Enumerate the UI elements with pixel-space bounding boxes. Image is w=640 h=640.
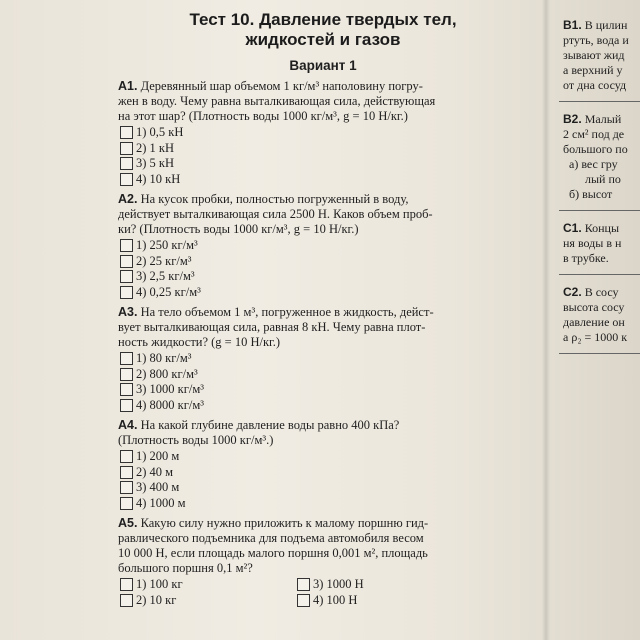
option-label: 1) 200 м [136,449,180,463]
checkbox[interactable] [120,286,133,299]
divider [559,101,640,102]
checkbox[interactable] [120,368,133,381]
options-row [118,577,528,593]
question-b1 [563,18,640,93]
answer-option[interactable] [297,577,472,593]
answer-option[interactable] [120,465,528,481]
question-text: ртуть, вода и [563,33,629,47]
question-text: (Плотность воды 1000 кг/м³.) [118,433,274,447]
divider [559,274,640,275]
question-text: а верхний у [563,63,623,77]
option-label: 1) 80 кг/м³ [136,351,192,365]
checkbox[interactable] [120,270,133,283]
checkbox[interactable] [120,173,133,186]
checkbox[interactable] [297,578,310,591]
answer-option[interactable] [120,156,528,172]
question-text: Какую силу нужно приложить к малому поршню гид- [140,516,429,530]
answer-option[interactable] [120,125,528,141]
checkbox[interactable] [120,578,133,591]
answer-option[interactable] [120,496,528,512]
question-a3 [118,305,528,350]
question-text: 10 000 Н, если площадь малого поршня 0,001 м², площадь [118,546,428,560]
question-text: в трубке. [563,251,609,265]
checkbox[interactable] [120,352,133,365]
question-number: В1. [563,18,582,32]
right-column [563,18,640,364]
checkbox[interactable] [120,466,133,479]
checkbox[interactable] [120,126,133,139]
question-text: зывают жид [563,48,625,62]
answer-option[interactable] [120,238,528,254]
question-text: ки? (Плотность воды 1000 кг/м³, g = 10 Н/кг.) [118,222,359,236]
checkbox[interactable] [120,157,133,170]
option-label: 3) 1000 кг/м³ [136,382,204,396]
question-text: на этот шар? (Плотность воды 1000 кг/м³, g = 10 Н/кг.) [118,109,408,123]
question-number: A4. [118,418,138,432]
answer-option[interactable] [120,398,528,414]
question-number: A2. [118,192,138,206]
checkbox[interactable] [120,399,133,412]
option-label: 2) 40 м [136,464,174,479]
question-a1 [118,79,528,124]
checkbox[interactable] [120,383,133,396]
question-c2 [563,285,640,345]
answer-option[interactable] [120,269,528,285]
checkbox[interactable] [120,450,133,463]
question-a4 [118,418,528,448]
question-number: A5. [118,516,138,530]
option-label: 2) 25 кг/м³ [136,253,192,268]
answer-option[interactable] [120,593,295,609]
question-text: 2 см² под де [563,127,625,141]
option-label: 2) 800 кг/м³ [136,366,198,381]
checkbox[interactable] [120,142,133,155]
option-label: 4) 8000 кг/м³ [136,397,204,412]
question-text: Концы [584,221,619,235]
question-number: В2. [563,112,582,126]
question-text: лый по [585,172,621,186]
divider [559,353,640,354]
answer-option[interactable] [120,382,528,398]
question-a5 [118,516,528,576]
answer-option[interactable] [120,367,528,383]
question-number: A3. [118,305,138,319]
answer-option[interactable] [120,480,528,496]
checkbox[interactable] [297,594,310,607]
answer-option[interactable] [120,172,528,188]
question-c1 [563,221,640,266]
option-label: 1) 100 кг [136,577,183,591]
option-label: 3) 2,5 кг/м³ [136,269,195,283]
answer-option[interactable] [120,577,295,593]
question-text: большого по [563,142,628,156]
question-text: давление он [563,315,625,329]
checkbox[interactable] [120,255,133,268]
checkbox[interactable] [120,239,133,252]
question-b2 [563,112,640,202]
option-label: 1) 0,5 кН [136,125,184,139]
question-number: A1. [118,79,138,93]
title-line-2: жидкостей и газов [245,30,401,49]
answer-option[interactable] [120,285,528,301]
option-label: 2) 1 кН [136,140,175,155]
question-text: Малый [584,112,622,126]
checkbox[interactable] [120,481,133,494]
answer-option[interactable] [120,351,528,367]
option-label: 4) 100 Н [313,592,358,607]
option-label: 4) 1000 м [136,495,186,510]
option-label: 3) 1000 Н [313,577,364,591]
variant-label: Вариант 1 [289,58,357,73]
option-label: 2) 10 кг [136,592,177,607]
test-title [118,10,528,50]
question-a2 [118,192,528,237]
question-text: На какой глубине давление воды равно 400 кПа? [140,418,400,432]
answer-option[interactable] [120,449,528,465]
answer-option[interactable] [120,254,528,270]
question-text: вует выталкивающая сила, равная 8 кН. Чему равна плот- [118,320,426,334]
question-text: В цилин [584,18,628,32]
answer-option[interactable] [297,593,472,609]
question-text: Деревянный шар объемом 1 кг/м³ наполовину погру- [140,79,423,93]
main-column [118,10,528,608]
options-row [118,593,528,609]
option-label: 4) 0,25 кг/м³ [136,284,201,299]
question-text: равлического подъемника для подъема автомобиля весом [118,531,424,545]
page-fold [542,0,550,640]
option-label: 3) 400 м [136,480,180,494]
option-label: 4) 10 кН [136,171,181,186]
question-text: большого поршня 0,1 м²? [118,561,253,575]
checkbox[interactable] [120,594,133,607]
option-label: 1) 250 кг/м³ [136,238,198,252]
question-text: На кусок пробки, полностью погруженный в воду, [140,192,409,206]
question-text: ня воды в н [563,236,622,250]
question-text: высота сосу [563,300,625,314]
question-text: б) высот [569,187,613,201]
question-text: а ρ₂ = 1000 к [563,330,628,344]
checkbox[interactable] [120,497,133,510]
title-line-1: Тест 10. Давление твердых тел, [189,10,457,29]
question-text: жен в воду. Чему равна выталкивающая сила, действующая [118,94,436,108]
answer-option[interactable] [120,141,528,157]
question-number: С1. [563,221,582,235]
question-text: ность жидкости? (g = 10 Н/кг.) [118,335,281,349]
question-text: действует выталкивающая сила 2500 Н. Каков объем проб- [118,207,433,221]
divider [559,210,640,211]
question-number: С2. [563,285,582,299]
question-text: от дна сосуд [563,78,627,92]
question-text: На тело объемом 1 м³, погруженное в жидкость, дейст- [140,305,434,319]
question-text: а) вес гру [569,157,618,171]
option-label: 3) 5 кН [136,156,175,170]
question-text: В сосу [584,285,619,299]
